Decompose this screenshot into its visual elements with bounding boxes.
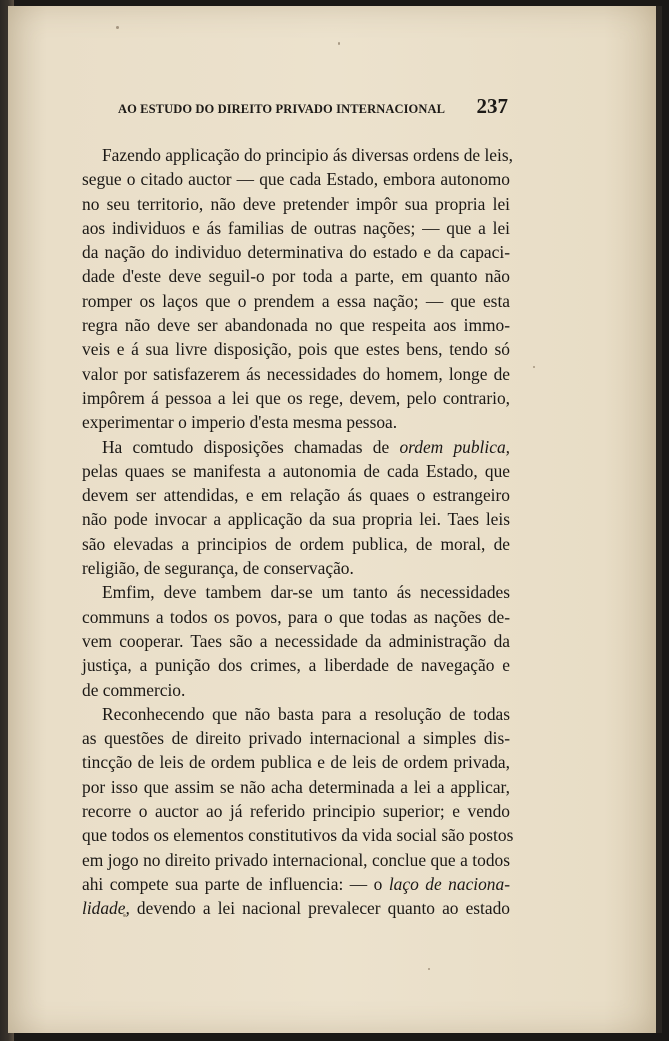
text-line: veis e á sua livre disposição, pois que estes bens, tendo só [82, 339, 510, 360]
running-head [116, 94, 508, 118]
italic-text-run: laço de naciona- [388, 873, 510, 894]
text-line: communs a todos os povos, para o que todas as nações de- [82, 606, 510, 627]
text-line: vem cooperar. Taes são a necessidade da administração da [82, 630, 510, 651]
text-line: que todos os elementos constitutivos da vida social são postos [82, 825, 514, 846]
text-line: em jogo no direito privado internacional, conclue que a todos [82, 849, 510, 870]
italic-text-run: lidade, [82, 898, 130, 919]
text-line: as questões de direito privado internacional a simples dis- [82, 728, 510, 749]
text-line [82, 872, 510, 896]
text-line: tincção de leis de ordem publica e de leis de ordem privada, [82, 752, 510, 773]
text-line: Emfim, deve tambem dar-se um tanto ás necessidades [102, 582, 510, 603]
text-line: por isso que assim se não acha determinada a lei a applicar, [82, 776, 510, 797]
italic-text-run: ordem publica, [399, 436, 510, 457]
text-line: romper os laços que o prendem a essa nação; — que esta [82, 290, 510, 311]
text-line: recorre o auctor ao já referido principio superior; e vendo [82, 801, 510, 822]
text-run: devendo a lei nacional prevalecer quanto ao estado [129, 898, 510, 919]
text-line: pelas quaes se manifesta a autonomia de cada Estado, que [82, 460, 510, 481]
paper-speck [338, 42, 340, 45]
text-line: experimentar o imperio d'esta mesma pessoa. [82, 412, 398, 433]
paper-speck [116, 26, 119, 29]
text-line: regra não deve ser abandonada no que respeita aos immo- [82, 315, 510, 336]
text-line [82, 896, 510, 920]
text-line: da nação do individuo determinativa do estado e da capaci- [82, 242, 510, 263]
text-line: Fazendo applicação do principio ás diversas ordens de leis, [102, 145, 513, 165]
text-run: ahi compete sua parte de influencia: — o [82, 873, 389, 894]
text-line: devem ser attendidas, e em relação ás quaes o estrangeiro [82, 485, 510, 506]
text-line: são elevadas a principios de ordem publica, de moral, de [82, 533, 510, 554]
text-line: dade d'este deve seguil-o por toda a parte, em quanto não [82, 266, 510, 287]
text-line: de commercio. [82, 679, 186, 700]
text-line: valor por satisfazerem ás necessidades do homem, longe de [82, 363, 510, 384]
text-run: Ha comtudo disposições chamadas de [102, 436, 400, 457]
text-line [82, 435, 510, 459]
text-line: aos individuos e ás familias de outras nações; — que a lei [82, 217, 510, 238]
text-line: no seu territorio, não deve pretender impôr sua propria lei [82, 193, 510, 214]
text-line: não pode invocar a applicação da sua propria lei. Taes leis [82, 509, 510, 530]
page-number: 237 [476, 94, 508, 118]
text-line: segue o citado auctor — que cada Estado, embora autonomo [82, 169, 510, 190]
text-line: Reconhecendo que não basta para a resolução de todas [102, 703, 510, 724]
text-line: justiça, a punição dos crimes, a liberdade de navegação e [82, 655, 510, 676]
paper-speck [533, 366, 535, 368]
running-title: AO ESTUDO DO DIREITO PRIVADO INTERNACIONAL [118, 102, 446, 116]
text-line: impôrem á pessoa a lei que os rege, devem, pelo contrario, [82, 387, 510, 408]
text-line: religião, de segurança, de conservação. [82, 558, 354, 579]
body-text [82, 143, 514, 921]
paper-speck [428, 968, 430, 970]
